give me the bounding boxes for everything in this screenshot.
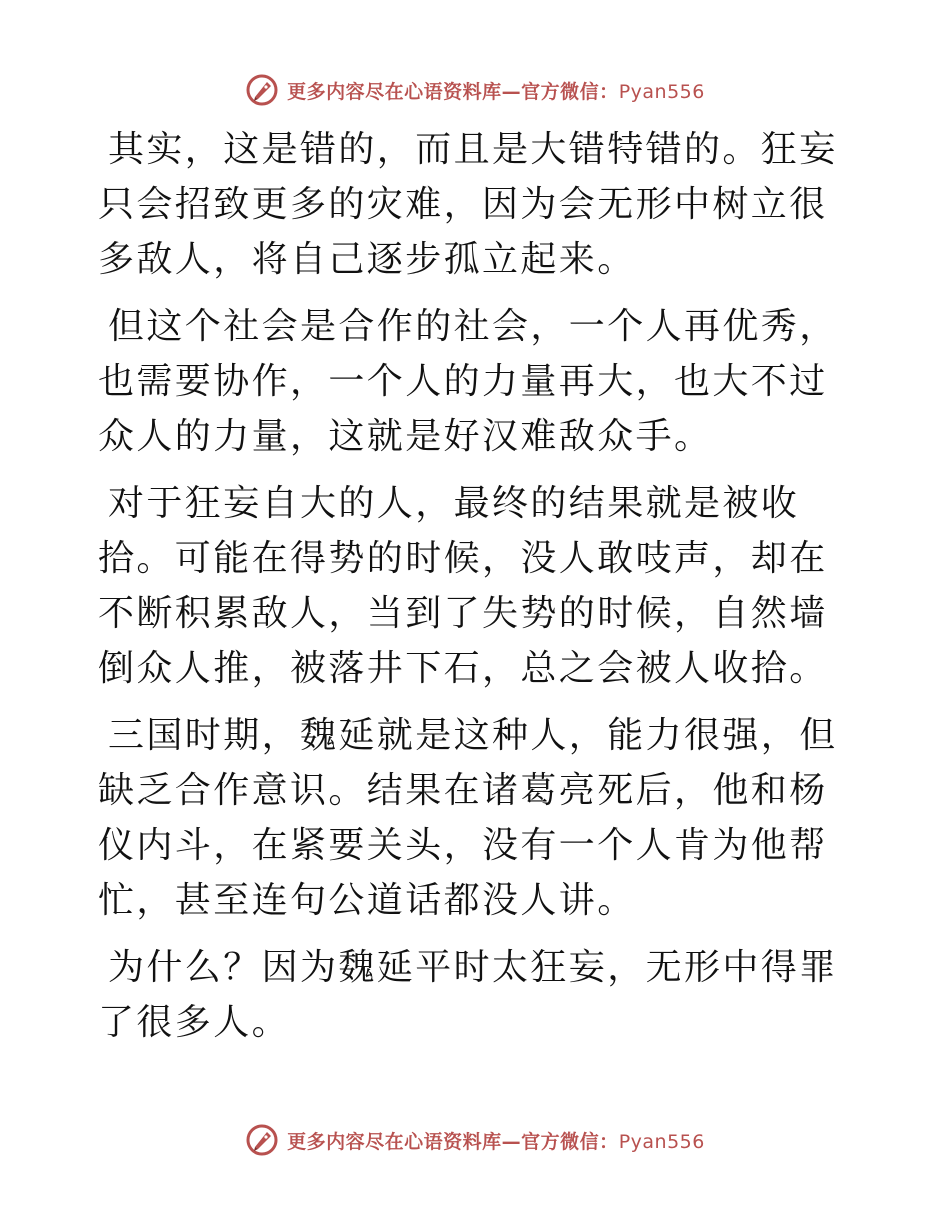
paragraph: 三国时期，魏延就是这种人，能力很强，但缺乏合作意识。结果在诸葛亮死后，他和杨仪内斗，在紧要关头，没有一个人肯为他帮忙，甚至连句公道话都没人讲。 bbox=[98, 715, 838, 921]
pen-nib-circle-icon bbox=[245, 1123, 279, 1157]
pen-nib-circle-icon bbox=[245, 73, 279, 107]
paragraph: 为什么？因为魏延平时太狂妄，无形中得罪了很多人。 bbox=[98, 947, 838, 1043]
paragraph: 其实，这是错的，而且是大错特错的。狂妄只会招致更多的灾难，因为会无形中树立很多敌人，将自己逐步孤立起来。 bbox=[98, 129, 838, 280]
watermark-text: 更多内容尽在心语资料库—官方微信：Pyan556 bbox=[287, 1130, 705, 1153]
header-watermark-banner bbox=[0, 70, 950, 110]
paragraph: 对于狂妄自大的人，最终的结果就是被收拾。可能在得势的时候，没人敢吱声，却在不断积累敌人，当到了失势的时候，自然墙倒众人推，被落井下石，总之会被人收拾。 bbox=[98, 483, 828, 689]
article-body bbox=[98, 122, 856, 1062]
watermark-text: 更多内容尽在心语资料库—官方微信：Pyan556 bbox=[287, 80, 705, 103]
paragraph: 但这个社会是合作的社会，一个人再优秀，也需要协作，一个人的力量再大，也大不过众人的力量，这就是好汉难敌众手。 bbox=[98, 306, 838, 457]
footer-watermark-banner bbox=[0, 1120, 950, 1160]
